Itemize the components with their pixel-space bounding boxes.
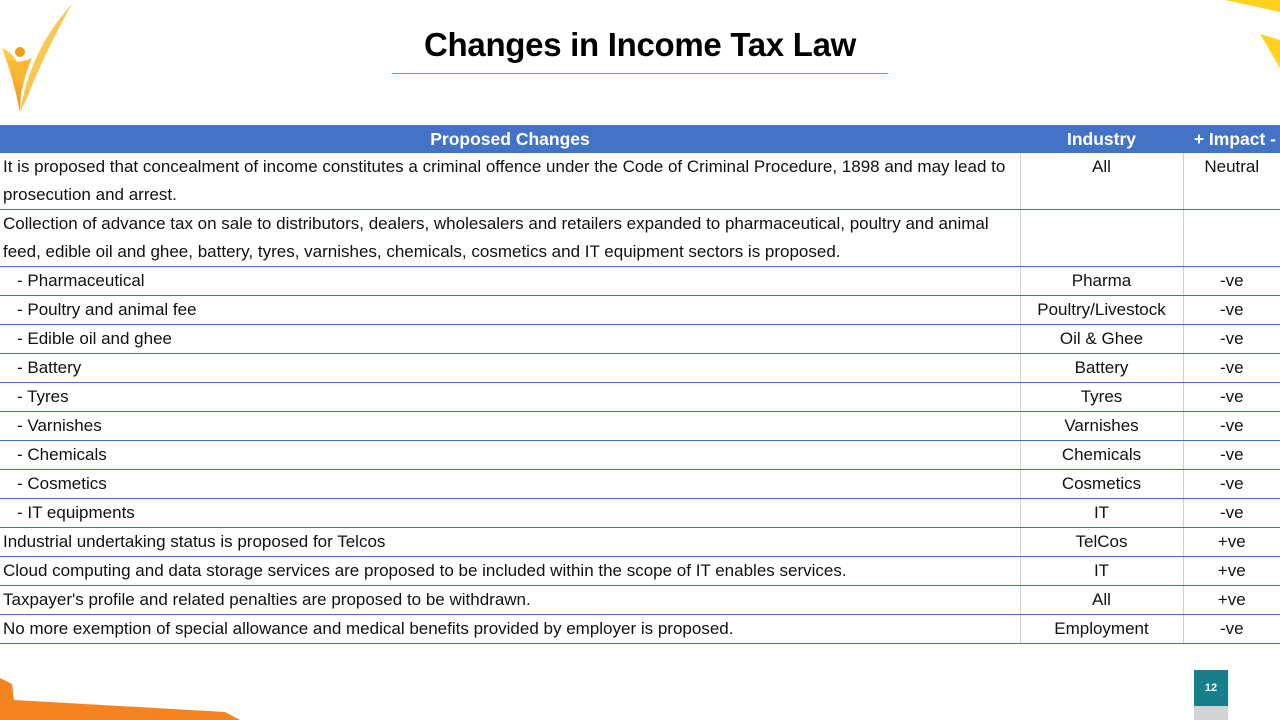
change-cell: No more exemption of special allowance and medical benefits provided by employer is proposed. xyxy=(0,615,1020,644)
table-row xyxy=(0,267,1280,296)
top-right-stripe xyxy=(1040,0,1280,70)
bottom-left-stripe xyxy=(0,678,240,720)
change-cell: Industrial undertaking status is proposed for Telcos xyxy=(0,528,1020,557)
industry-cell: TelCos xyxy=(1020,528,1183,557)
industry-cell: Poultry/Livestock xyxy=(1020,296,1183,325)
impact-cell: -ve xyxy=(1183,325,1280,354)
header-proposed-changes: Proposed Changes xyxy=(0,125,1020,153)
table-row xyxy=(0,441,1280,470)
industry-cell: Battery xyxy=(1020,354,1183,383)
change-cell: - Chemicals xyxy=(17,445,107,464)
change-cell: Taxpayer's profile and related penalties are proposed to be withdrawn. xyxy=(0,586,1020,615)
industry-cell: Varnishes xyxy=(1020,412,1183,441)
table-row xyxy=(0,528,1280,557)
table-row xyxy=(0,153,1280,210)
impact-cell: Neutral xyxy=(1183,153,1280,210)
impact-cell: -ve xyxy=(1183,470,1280,499)
industry-cell: Cosmetics xyxy=(1020,470,1183,499)
table-row xyxy=(0,210,1280,267)
industry-cell: All xyxy=(1020,586,1183,615)
impact-cell: -ve xyxy=(1183,412,1280,441)
page-number-tab xyxy=(1194,706,1228,720)
impact-cell: -ve xyxy=(1183,267,1280,296)
change-cell: Cloud computing and data storage services are proposed to be included within the scope of IT enables services. xyxy=(0,557,1020,586)
impact-cell: -ve xyxy=(1183,296,1280,325)
table-row xyxy=(0,354,1280,383)
impact-cell: +ve xyxy=(1183,586,1280,615)
table-row xyxy=(0,296,1280,325)
change-cell: It is proposed that concealment of income constitutes a criminal offence under the Code of Criminal Procedure, 1898 and may lead to prosecution and arrest. xyxy=(0,153,1020,210)
page-number-badge: 12 xyxy=(1194,670,1228,706)
industry-cell: IT xyxy=(1020,557,1183,586)
change-cell: - Varnishes xyxy=(17,416,102,435)
industry-cell: Chemicals xyxy=(1020,441,1183,470)
change-cell: - IT equipments xyxy=(17,503,135,522)
impact-cell: -ve xyxy=(1183,354,1280,383)
table-row xyxy=(0,412,1280,441)
change-cell: - Edible oil and ghee xyxy=(17,329,173,348)
impact-cell: -ve xyxy=(1183,383,1280,412)
industry-cell: IT xyxy=(1020,499,1183,528)
industry-cell xyxy=(1020,210,1183,267)
industry-cell: Pharma xyxy=(1020,267,1183,296)
header-impact: + Impact - xyxy=(1183,125,1280,153)
tax-changes-table xyxy=(0,125,1280,644)
page-title: Changes in Income Tax Law xyxy=(424,26,856,63)
impact-cell: +ve xyxy=(1183,528,1280,557)
table-header-row xyxy=(0,125,1280,153)
table-row xyxy=(0,586,1280,615)
impact-cell: -ve xyxy=(1183,499,1280,528)
change-cell: - Tyres xyxy=(17,387,69,406)
industry-cell: All xyxy=(1020,153,1183,210)
table-row xyxy=(0,557,1280,586)
impact-cell: -ve xyxy=(1183,441,1280,470)
impact-cell: +ve xyxy=(1183,557,1280,586)
industry-cell: Employment xyxy=(1020,615,1183,644)
title-underline xyxy=(392,73,888,74)
table-row xyxy=(0,615,1280,644)
impact-cell xyxy=(1183,210,1280,267)
change-cell: - Battery xyxy=(17,358,82,377)
change-cell: - Pharmaceutical xyxy=(17,271,145,290)
industry-cell: Oil & Ghee xyxy=(1020,325,1183,354)
checkmark-logo xyxy=(0,0,80,118)
change-cell: Collection of advance tax on sale to distributors, dealers, wholesalers and retailers expanded to pharmaceutical, poultry and animal feed, edible oil and ghee, battery, tyres, varnishes, chemicals, cosmetics and IT equipment sectors is proposed. xyxy=(0,210,1020,267)
change-cell: - Poultry and animal fee xyxy=(17,300,197,319)
industry-cell: Tyres xyxy=(1020,383,1183,412)
table-row xyxy=(0,383,1280,412)
table-row xyxy=(0,325,1280,354)
header-industry: Industry xyxy=(1020,125,1183,153)
table-row xyxy=(0,499,1280,528)
table-row xyxy=(0,470,1280,499)
change-cell: - Cosmetics xyxy=(17,474,107,493)
impact-cell: -ve xyxy=(1183,615,1280,644)
